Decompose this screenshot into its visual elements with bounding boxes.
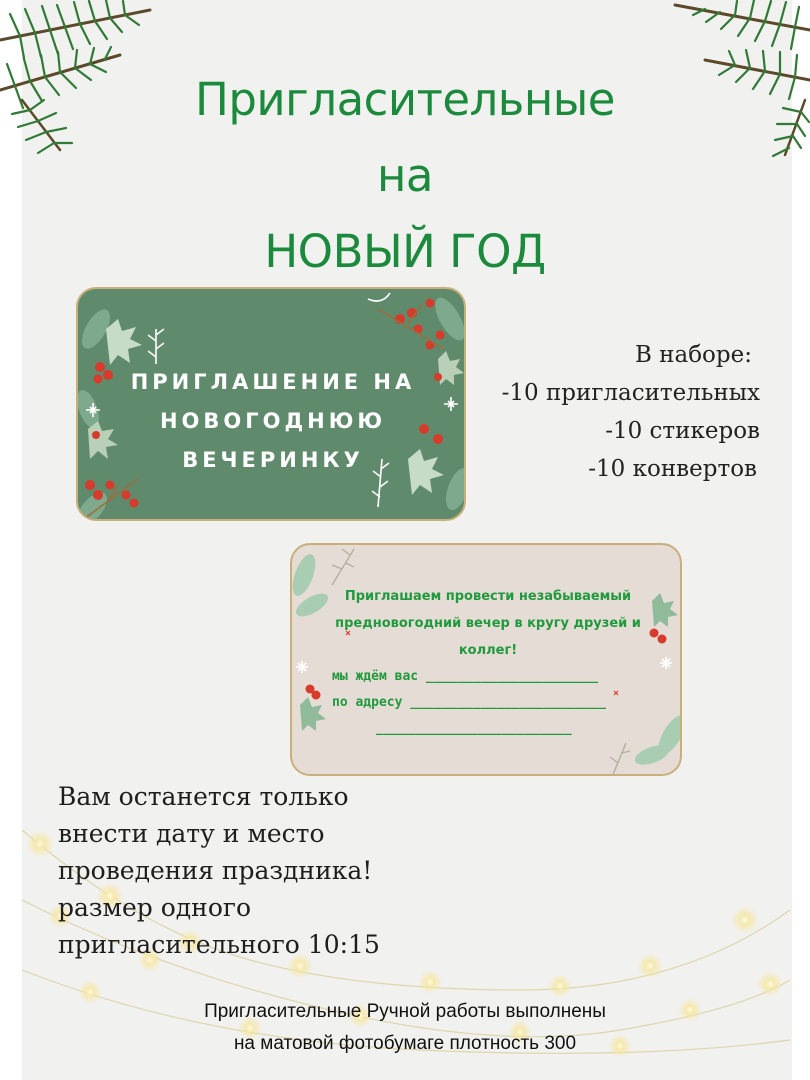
instruction-note xyxy=(58,778,380,963)
card-back-line-3: коллег! xyxy=(458,643,518,658)
card-back-line-2: предновогодний вечер в кругу друзей и xyxy=(335,616,641,631)
note-line-4: размер одного xyxy=(58,893,252,922)
kit-contents xyxy=(502,336,760,488)
card-back-message xyxy=(292,583,682,664)
kit-item-stickers: -10 стикеров xyxy=(605,418,760,444)
card-front-line-3: ВЕЧЕРИНКУ xyxy=(182,448,364,472)
kit-item-envelopes: -10 конвертов xyxy=(588,456,757,482)
footer-line-2: на матовой фотобумаге плотность 300 xyxy=(233,1033,577,1054)
page-title xyxy=(0,62,810,290)
title-line-1: Пригласительные xyxy=(195,73,615,126)
kit-heading: В наборе: xyxy=(634,342,752,368)
footer-line-1: Пригласительные Ручной работы выполнены xyxy=(204,1001,606,1022)
address-field-line: по адресу _________________________ xyxy=(332,695,606,710)
card-back-line-1: Приглашаем провести незабываемый xyxy=(344,589,632,604)
invitation-card-front xyxy=(76,287,466,521)
note-line-3: проведения праздника! xyxy=(58,856,373,885)
note-line-2: внести дату и место xyxy=(58,819,325,848)
note-line-5: пригласительного 10:15 xyxy=(58,930,380,959)
note-line-1: Вам останется только xyxy=(58,782,349,811)
title-line-2: на xyxy=(377,149,433,202)
waiting-field-line: мы ждём вас ______________________ xyxy=(332,669,599,684)
extra-field-line: _________________________ xyxy=(376,721,572,736)
title-line-3: НОВЫЙ ГОД xyxy=(264,225,546,278)
material-footer xyxy=(0,996,810,1060)
card-front-line-2: НОВОГОДНЮЮ xyxy=(159,409,387,433)
invitation-card-back xyxy=(290,543,682,776)
card-front-heading xyxy=(78,363,466,480)
kit-item-invitations: -10 пригласительных xyxy=(501,380,760,406)
card-front-line-1: ПРИГЛАШЕНИЕ НА xyxy=(130,370,416,394)
